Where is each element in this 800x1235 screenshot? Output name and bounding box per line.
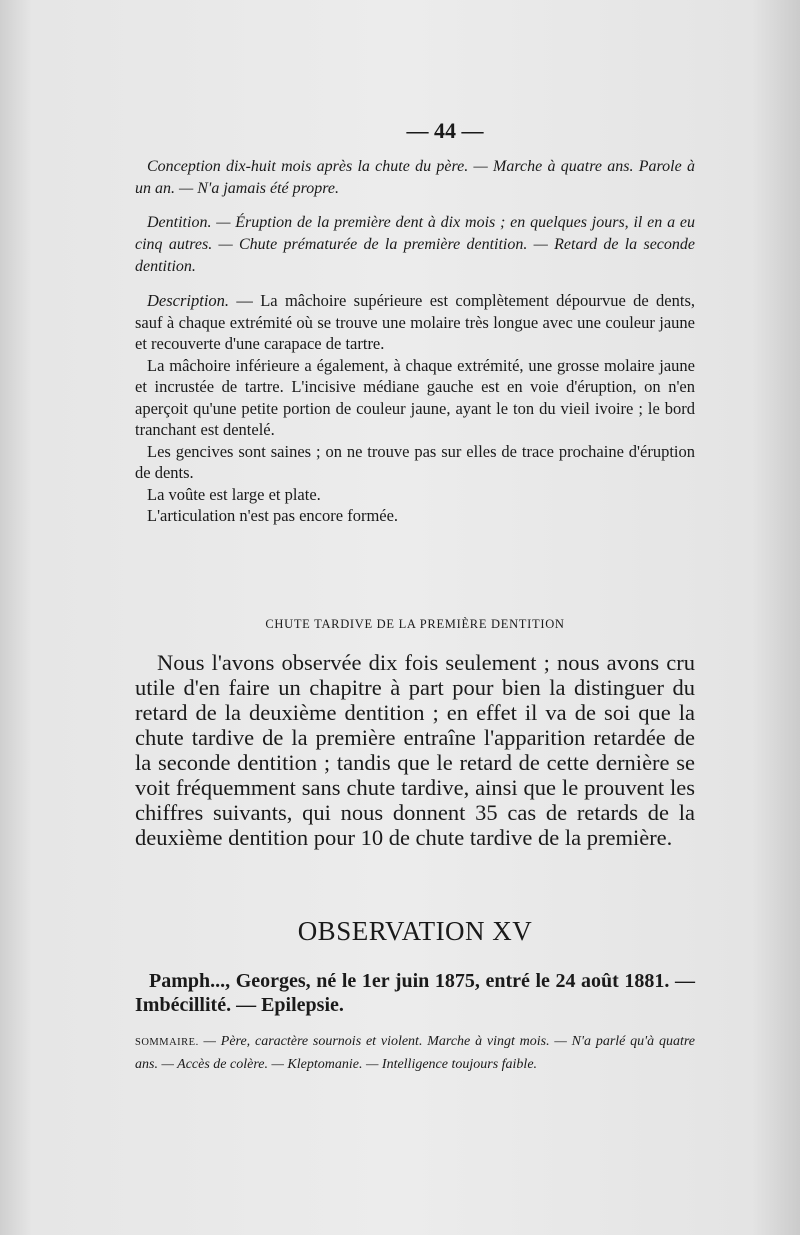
summary-label: SOMMAIRE. (135, 1036, 199, 1048)
description-palate: La voûte est large et plate. (147, 484, 321, 504)
intro-line-dentition: Dentition. — Éruption de la première dent à dix mois ; en quelques jours, il en a eu cinq autres. — Chute prématurée de la première dentition. — Retard de la seconde dentition. (135, 214, 695, 275)
intro-line-conception: Conception dix-huit mois après la chute du père. — Marche à quatre ans. Parole à un an. — N'a jamais été propre. (135, 158, 695, 197)
observation-summary (135, 1031, 695, 1076)
description-label: Description. (147, 291, 230, 310)
description-lower-jaw: La mâchoire inférieure a également, à chaque extrémité, une grosse molaire jaune et incrustée de tartre. L'incisive médiane gauche est en voie d'éruption, on n'en aperçoit qu'une petite portion de couleur jaune, ayant le ton du vieil ivoire ; le bord tranchant est dentelé. (135, 355, 695, 439)
section-title: CHUTE TARDIVE DE LA PREMIÈRE DENTITION (265, 616, 565, 631)
description-gums: Les gencives sont saines ; on ne trouve pas sur elles de trace prochaine d'éruption de dents. (135, 441, 695, 482)
page-number: — 44 — (406, 118, 484, 143)
page-content (135, 118, 695, 1076)
summary-text: — Père, caractère sournois et violent. Marche à vingt mois. — N'a parlé qu'à quatre ans. — Accès de colère. — Kleptomanie. — Intelligence toujours faible. (135, 1033, 695, 1072)
observation-heading: Pamph..., Georges, né le 1er juin 1875, entré le 24 août 1881. — Imbécillité. — Epilepsie. (135, 969, 695, 1016)
description-articulation: L'articulation n'est pas encore formée. (147, 506, 399, 525)
description-text: — La mâchoire supérieure est complètement dépourvue de dents, sauf à chaque extrémité où se trouve une molaire très longue avec une couleur jaune et recouverte d'une carapace de tartre. (135, 291, 695, 353)
observation-title: OBSERVATION XV (297, 915, 533, 946)
section-paragraph: Nous l'avons observée dix fois seulement ; nous avons cru utile d'en faire un chapitre à part pour bien la distinguer du retard de la deuxième dentition ; en effet il va de soi que la chute tardive de la première entraîne l'apparition retardée de la seconde dentition ; tandis que le retard de cette dernière se voit fréquemment sans chute tardive, ainsi que le prouvent les chiffres suivants, qui nous donnent 35 cas de retards de la deuxième dentition pour 10 de chute tardive de la première. (135, 649, 695, 850)
description-paragraph (135, 290, 695, 355)
